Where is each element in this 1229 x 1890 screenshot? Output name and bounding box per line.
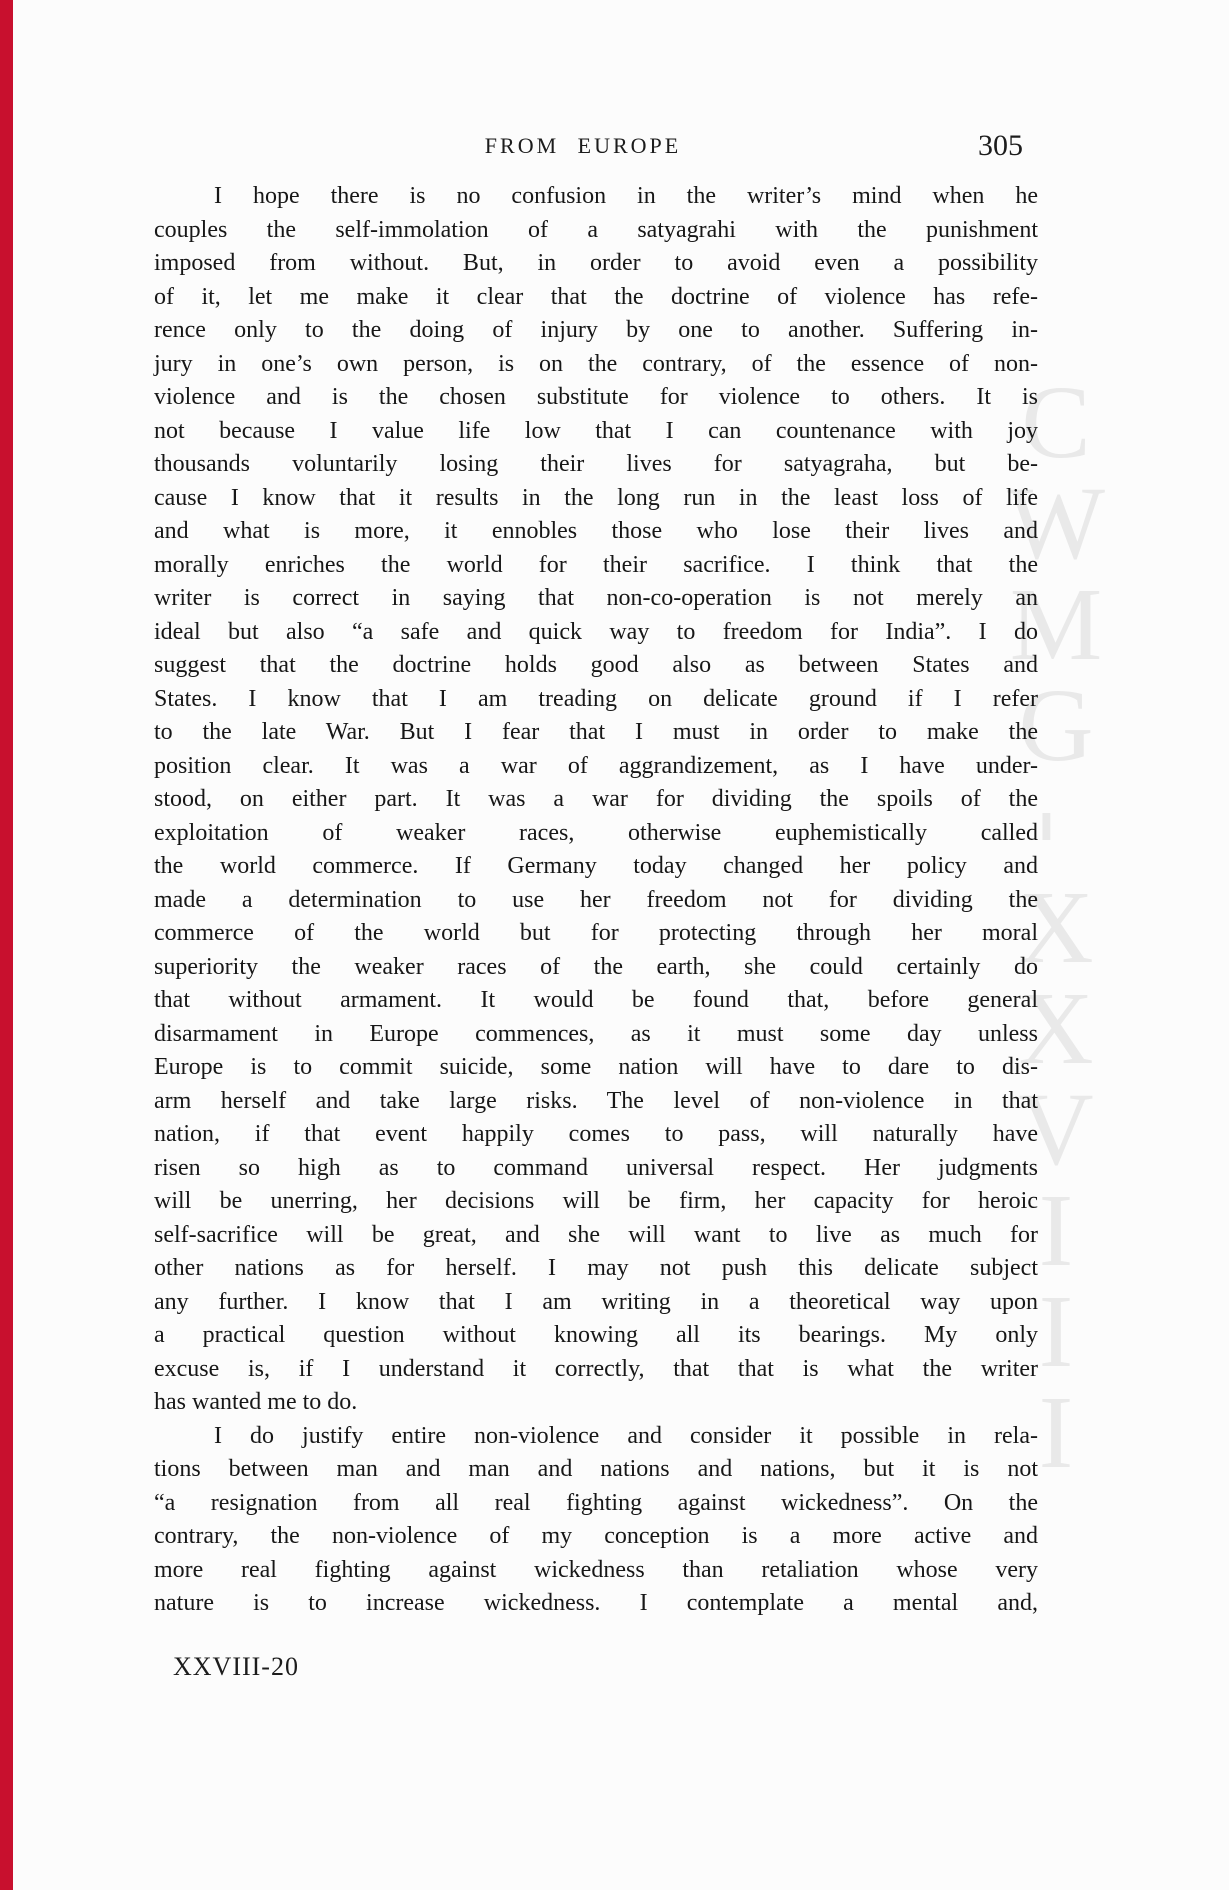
text-line: jury in one’s own person, is on the contrary, of the essence of non- bbox=[154, 350, 1038, 377]
text-line: stood, on either part. It was a war for dividing the spoils of the bbox=[154, 786, 1038, 812]
running-header-title: FROM EUROPE bbox=[484, 133, 682, 158]
body-text bbox=[154, 180, 1038, 1621]
text-line: superiority the weaker races of the earth, she could certainly do bbox=[154, 953, 1038, 980]
paragraph bbox=[154, 180, 1038, 1420]
text-line: exploitation of weaker races, otherwise euphemistically called bbox=[154, 819, 1038, 846]
text-line: self-sacrifice will be great, and she will want to live as much for bbox=[154, 1221, 1038, 1248]
text-line: contrary, the non-violence of my conception is a more active and bbox=[154, 1523, 1038, 1549]
text-line: more real fighting against wickedness than retaliation whose very bbox=[154, 1556, 1038, 1583]
paragraph bbox=[154, 1420, 1038, 1621]
watermark-glyph: X bbox=[1018, 870, 1094, 985]
text-line: cause I know that it results in the long run in the least loss of life bbox=[154, 484, 1038, 511]
text-line: commerce of the world but for protecting through her moral bbox=[154, 920, 1038, 946]
text-line: disarmament in Europe commences, as it must some day unless bbox=[154, 1020, 1038, 1047]
text-line: I do justify entire non-violence and consider it possible in rela- bbox=[214, 1422, 1038, 1449]
text-line: any further. I know that I am writing in a theoretical way upon bbox=[154, 1288, 1038, 1315]
text-line: risen so high as to command universal respect. Her judgments bbox=[154, 1154, 1038, 1181]
footer-signature: XXVIII-20 bbox=[173, 1652, 299, 1681]
text-line: a practical question without knowing all its bearings. My only bbox=[154, 1322, 1038, 1348]
text-line: will be unerring, her decisions will be firm, her capacity for heroic bbox=[154, 1188, 1038, 1214]
text-line: other nations as for herself. I may not push this delicate subject bbox=[154, 1255, 1038, 1281]
watermark-glyph: W bbox=[1006, 466, 1106, 581]
text-line: nation, if that event happily comes to pass, will naturally have bbox=[154, 1121, 1038, 1147]
text-line: I hope there is no confusion in the writer’s mind when he bbox=[214, 183, 1038, 209]
watermark-hyphen: - bbox=[998, 809, 1114, 844]
watermark-glyph: I bbox=[1038, 1173, 1074, 1288]
text-line: Europe is to commit suicide, some nation will have to dare to dis- bbox=[154, 1054, 1038, 1080]
text-line: to the late War. But I fear that I must in order to make the bbox=[154, 719, 1038, 745]
page-number: 305 bbox=[978, 129, 1023, 162]
text-line: not because I value life low that I can countenance with joy bbox=[154, 417, 1038, 444]
text-line: rence only to the doing of injury by one to another. Suffering in- bbox=[154, 317, 1038, 343]
text-line: of it, let me make it clear that the doctrine of violence has refe- bbox=[154, 283, 1038, 310]
text-line: the world commerce. If Germany today changed her policy and bbox=[154, 853, 1038, 879]
text-line: and what is more, it ennobles those who lose their lives and bbox=[154, 518, 1038, 544]
text-line: position clear. It was a war of aggrandizement, as I have under- bbox=[154, 752, 1038, 779]
text-line: “a resignation from all real fighting against wickedness”. On the bbox=[154, 1489, 1038, 1516]
text-line: made a determination to use her freedom not for dividing the bbox=[154, 886, 1038, 913]
text-line: writer is correct in saying that non-co-operation is not merely an bbox=[154, 585, 1038, 611]
text-line: arm herself and take large risks. The level of non-violence in that bbox=[154, 1087, 1038, 1114]
scan-edge-stripe bbox=[0, 0, 13, 1890]
watermark-glyph: C bbox=[1021, 365, 1091, 480]
text-line: tions between man and man and nations and nations, but it is not bbox=[154, 1456, 1038, 1482]
text-line: thousands voluntarily losing their lives for satyagraha, but be- bbox=[154, 451, 1038, 477]
text-line: nature is to increase wickedness. I contemplate a mental and, bbox=[154, 1590, 1038, 1616]
watermark-glyph: G bbox=[1018, 668, 1094, 783]
text-line: States. I know that I am treading on delicate ground if I refer bbox=[154, 685, 1038, 712]
text-line: morally enriches the world for their sacrifice. I think that the bbox=[154, 551, 1038, 578]
text-line: ideal but also “a safe and quick way to freedom for India”. I do bbox=[154, 618, 1038, 645]
text-line: couples the self-immolation of a satyagrahi with the punishment bbox=[154, 216, 1038, 243]
text-line: that without armament. It would be found that, before general bbox=[154, 987, 1038, 1013]
watermark-glyph: V bbox=[1018, 1072, 1094, 1187]
watermark-glyph: X bbox=[1018, 971, 1094, 1086]
watermark-glyph: I bbox=[1038, 1274, 1074, 1389]
text-line: has wanted me to do. bbox=[154, 1389, 358, 1415]
text-line: excuse is, if I understand it correctly, that that is what the writer bbox=[154, 1355, 1038, 1382]
text-line: violence and is the chosen substitute for violence to others. It is bbox=[154, 384, 1038, 410]
text-line: imposed from without. But, in order to avoid even a possibility bbox=[154, 250, 1038, 276]
watermark-glyph: I bbox=[1038, 1375, 1074, 1490]
watermark-glyph: M bbox=[1009, 567, 1103, 682]
text-line: suggest that the doctrine holds good also as between States and bbox=[154, 652, 1038, 678]
